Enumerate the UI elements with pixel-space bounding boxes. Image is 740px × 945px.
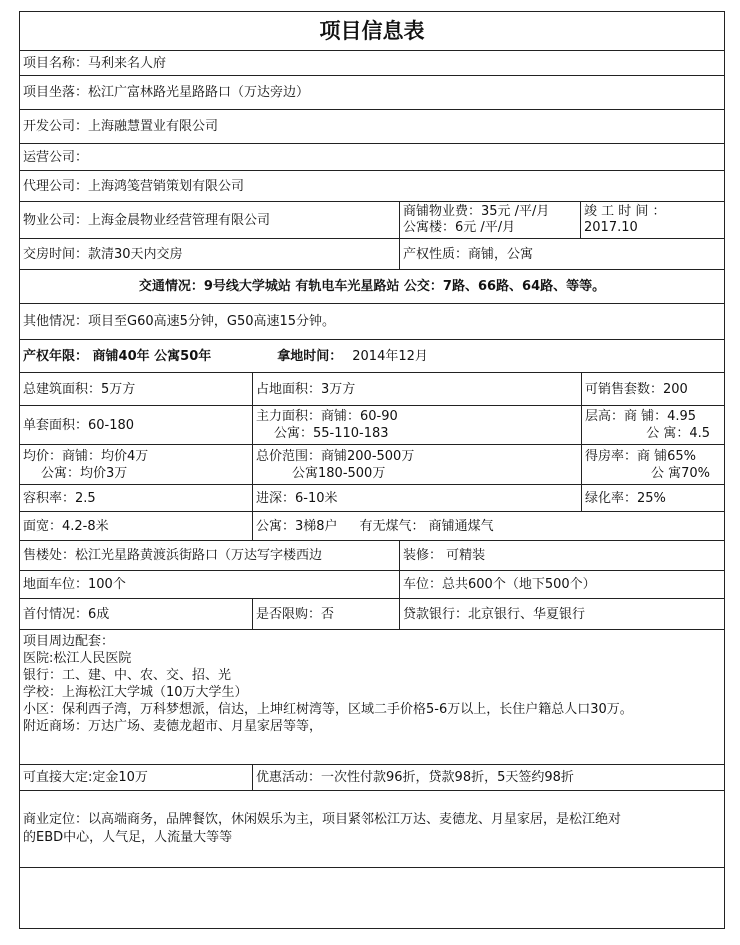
property-nature-cell xyxy=(399,238,725,270)
decoration: 装修： 可精装 xyxy=(403,548,486,563)
unit-area-cell xyxy=(19,405,253,445)
operator-cell xyxy=(19,143,725,171)
traffic-cell xyxy=(19,269,725,304)
greening-rate: 绿化率：25% xyxy=(585,490,666,506)
project-name: 项目名称：马利来名人府 xyxy=(23,55,167,71)
promotion-cell xyxy=(252,764,725,791)
deposit: 可直接大定:定金10万 xyxy=(23,770,148,785)
frontage-width: 面宽：4.2-8米 xyxy=(23,518,109,534)
gas-supply: 有无煤气： 商铺通煤气 xyxy=(359,518,494,534)
purchase-limit: 是否限购：否 xyxy=(256,606,335,622)
amenities-malls: 附近商场：万达广场、麦德龙超市、月星家居等等， xyxy=(23,719,323,734)
avg-price-shop: 均价：商铺：均价4万 xyxy=(23,448,149,464)
project-location: 项目坐落：松江广富林路光星路路口（万达旁边） xyxy=(23,85,310,100)
sales-office: 售楼处：松江光星路黄渡浜街路口（万达写字楼西边 xyxy=(23,548,323,563)
unit-area: 单套面积：60-180 xyxy=(23,417,135,433)
agent-cell xyxy=(19,170,725,202)
property-fee-shop: 商铺物业费：35元 /平/月 xyxy=(403,204,550,219)
plot-ratio-cell xyxy=(19,484,253,512)
floor-height-cell xyxy=(581,405,725,445)
plot-ratio: 容积率：2.5 xyxy=(23,490,96,506)
width-cell xyxy=(19,511,253,541)
completion-value: 2017.10 xyxy=(584,220,638,235)
purchase-limit-cell xyxy=(252,598,400,630)
loan-banks: 贷款银行：北京银行、华夏银行 xyxy=(403,606,586,622)
sheet-title-cell xyxy=(19,11,725,51)
ground-parking: 地面车位：100个 xyxy=(23,577,126,592)
down-payment-cell xyxy=(19,598,253,630)
down-payment: 首付情况：6成 xyxy=(23,606,110,622)
property-nature: 产权性质：商铺，公寓 xyxy=(403,246,534,262)
gfa-cell xyxy=(19,372,253,406)
empty-footer-cell xyxy=(19,867,725,929)
depth: 进深：6-10米 xyxy=(256,490,338,506)
efficiency-apartment: 公 寓70% xyxy=(650,465,710,481)
floor-height-apartment: 公 寓：4.5 xyxy=(646,426,710,441)
amenities-hospital: 医院:松江人民医院 xyxy=(23,651,132,666)
amenities-schools: 学校：上海松江大学城（10万大学生） xyxy=(23,685,248,700)
operator: 运营公司： xyxy=(23,149,89,165)
main-area-shop: 主力面积：商铺：60-90 xyxy=(256,409,398,424)
sheet-title: 项目信息表 xyxy=(319,18,425,43)
delivery-time: 交房时间：款清30天内交房 xyxy=(23,246,183,262)
main-area-apartment: 公寓：55-110-183 xyxy=(274,426,389,441)
greening-cell xyxy=(581,484,725,512)
promotion: 优惠活动：一次性付款96折，贷款98折，5天签约98折 xyxy=(256,770,574,785)
property-company-cell xyxy=(19,201,400,239)
land-time-label: 拿地时间： xyxy=(277,348,343,364)
amenities-communities: 小区：保利西子湾，万科梦想派，信达，上坤红树湾等，区域二手价格5-6万以上，长住户籍总人口30万。 xyxy=(23,702,633,717)
parking-spaces: 车位：总共600个（地下500个） xyxy=(403,577,596,592)
avg-price-cell xyxy=(19,444,253,485)
ground-parking-cell xyxy=(19,570,400,599)
completion-label: 竣 工 时 间 ： xyxy=(584,204,666,219)
total-gfa: 总建筑面积：5万方 xyxy=(23,381,136,397)
land-area: 占地面积：3万方 xyxy=(256,381,356,397)
elevator-gas-cell xyxy=(252,511,725,541)
other-info: 其他情况：项目至G60高速5分钟，G50高速15分钟。 xyxy=(23,314,336,329)
developer-cell xyxy=(19,109,725,144)
project-location-cell xyxy=(19,75,725,110)
units-for-sale: 可销售套数：200 xyxy=(585,381,688,397)
depth-cell xyxy=(252,484,582,512)
amenities-cell xyxy=(19,629,725,765)
tenure: 产权年限： 商铺40年 公寓50年 xyxy=(23,348,212,364)
delivery-cell xyxy=(19,238,400,270)
positioning-line-2: 的EBD中心，人气足，人流量大等等 xyxy=(23,830,233,845)
land-area-cell xyxy=(252,372,582,406)
other-cell xyxy=(19,303,725,340)
avg-price-apartment: 公寓：均价3万 xyxy=(41,465,128,481)
sales-office-cell xyxy=(19,540,400,571)
apartment-elevator: 公寓：3梯8户 xyxy=(256,518,338,534)
land-time-value: 2014年12月 xyxy=(352,348,428,364)
deposit-cell xyxy=(19,764,253,791)
property-fee-cell xyxy=(399,201,581,239)
positioning-cell xyxy=(19,790,725,868)
main-area-cell xyxy=(252,405,582,445)
total-price-apartment: 公寓180-500万 xyxy=(292,465,386,481)
efficiency-cell xyxy=(581,444,725,485)
floor-height-shop: 层高：商 铺：4.95 xyxy=(585,409,697,424)
completion-cell xyxy=(580,201,725,239)
developer: 开发公司：上海融慧置业有限公司 xyxy=(23,119,219,134)
project-name-cell xyxy=(19,50,725,76)
efficiency-shop: 得房率：商 铺65% xyxy=(585,448,697,464)
amenities-banks: 银行：工、建、中、农、交、招、光 xyxy=(23,668,232,683)
traffic-info: 交通情况：9号线大学城站 有轨电车光星路站 公交：7路、66路、64路、等等。 xyxy=(138,279,606,294)
positioning-line-1: 商业定位：以高端商务，品牌餐饮，休闲娱乐为主，项目紧邻松江万达、麦德龙、月星家居，是松江绝对 xyxy=(23,812,622,827)
tenure-cell xyxy=(19,339,725,373)
units-cell xyxy=(581,372,725,406)
parking-cell xyxy=(399,570,725,599)
agent-company: 代理公司：上海鸿笺营销策划有限公司 xyxy=(23,178,245,194)
loan-banks-cell xyxy=(399,598,725,630)
amenities-heading: 项目周边配套： xyxy=(23,634,115,649)
property-company: 物业公司：上海金晨物业经营管理有限公司 xyxy=(23,212,271,228)
total-price-shop: 总价范围：商铺200-500万 xyxy=(256,448,415,464)
decoration-cell xyxy=(399,540,725,571)
total-price-cell xyxy=(252,444,582,485)
property-fee-apartment: 公寓楼：6元 /平/月 xyxy=(403,220,516,235)
